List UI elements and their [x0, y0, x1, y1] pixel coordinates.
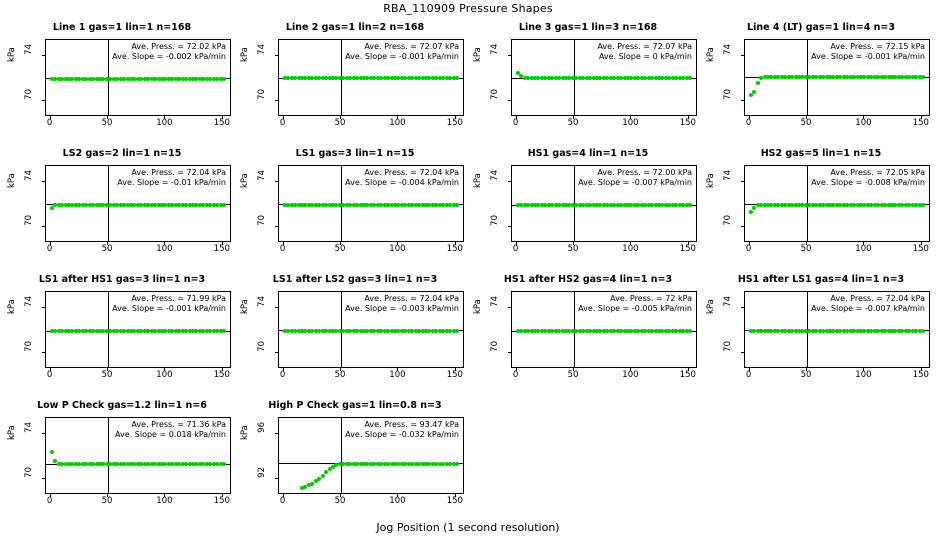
- panel-title: Line 4 (LT) gas=1 lin=4 n=3: [747, 22, 895, 33]
- panel-title: High P Check gas=1 lin=0.8 n=3: [268, 400, 442, 411]
- panel-title: Low P Check gas=1.2 lin=1 n=6: [37, 400, 207, 411]
- annotation-average-slope: Ave. Slope = 0.018 kPa/min: [115, 430, 226, 439]
- annotation-average-pressure: Ave. Press. = 72.00 kPa: [597, 168, 692, 177]
- plot-area: [511, 291, 697, 368]
- y-tick-mark: [275, 433, 278, 434]
- annotation-average-slope: Ave. Slope = -0.01 kPa/min: [117, 178, 226, 187]
- panel-title: LS2 gas=2 lin=1 n=15: [62, 148, 182, 159]
- plot-area: [278, 417, 464, 494]
- data-point: [222, 329, 226, 333]
- y-tick-label: 74: [24, 295, 34, 307]
- x-tick-label: 0: [279, 496, 286, 506]
- y-tick-mark: [42, 55, 45, 56]
- x-tick-label: 50: [334, 370, 346, 380]
- x-tick-label: 100: [622, 118, 639, 128]
- plot-area: [744, 39, 930, 116]
- panel-title: HS1 after HS2 gas=4 lin=1 n=3: [503, 274, 673, 285]
- x-tick-label: 150: [679, 118, 696, 128]
- x-tick-label: 50: [800, 244, 812, 254]
- y-tick-mark: [42, 307, 45, 308]
- y-tick-mark: [275, 226, 278, 227]
- plot-area: [744, 165, 930, 242]
- y-tick-mark: [275, 181, 278, 182]
- x-tick-label: 100: [156, 244, 173, 254]
- subplot-panel: [704, 274, 936, 396]
- data-point: [752, 90, 756, 94]
- panel-ylabel: kPa: [706, 47, 716, 62]
- data-point: [222, 77, 226, 81]
- panel-title: HS1 gas=4 lin=1 n=15: [527, 148, 649, 159]
- panel-ylabel: kPa: [7, 299, 17, 314]
- plot-area: [45, 165, 231, 242]
- x-tick-label: 150: [213, 370, 230, 380]
- y-tick-mark: [508, 181, 511, 182]
- panel-ylabel: kPa: [473, 173, 483, 188]
- y-tick-mark: [42, 433, 45, 434]
- x-tick-label: 0: [46, 370, 53, 380]
- y-tick-label: 70: [723, 89, 733, 100]
- data-point: [324, 470, 328, 474]
- y-tick-label: 74: [24, 43, 34, 55]
- x-tick-label: 50: [101, 118, 113, 128]
- y-tick-mark: [42, 352, 45, 353]
- plot-area: [45, 417, 231, 494]
- x-tick-label: 100: [156, 496, 173, 506]
- annotation-average-slope: Ave. Slope = -0.007 kPa/min: [811, 304, 925, 313]
- y-tick-label: 70: [257, 341, 267, 352]
- plot-area: [511, 165, 697, 242]
- annotation-average-pressure: Ave. Press. = 93.47 kPa: [364, 420, 459, 429]
- annotation-average-pressure: Ave. Press. = 72.07 kPa: [597, 42, 692, 51]
- data-point: [455, 329, 459, 333]
- y-tick-label: 74: [24, 169, 34, 181]
- annotation-average-slope: Ave. Slope = 0 kPa/min: [598, 52, 692, 61]
- x-tick-label: 100: [855, 370, 872, 380]
- y-tick-label: 70: [24, 467, 34, 478]
- x-tick-label: 150: [213, 244, 230, 254]
- data-point: [688, 76, 692, 80]
- y-tick-label: 74: [490, 169, 500, 181]
- x-tick-label: 50: [334, 118, 346, 128]
- x-tick-label: 150: [446, 496, 463, 506]
- data-point: [749, 93, 753, 97]
- x-tick-label: 0: [46, 118, 53, 128]
- data-point: [455, 462, 459, 466]
- annotation-average-slope: Ave. Slope = -0.003 kPa/min: [345, 304, 459, 313]
- subplot-panel: [704, 22, 936, 144]
- y-tick-label: 70: [24, 89, 34, 100]
- annotation-average-pressure: Ave. Press. = 72 kPa: [610, 294, 692, 303]
- x-tick-label: 150: [213, 118, 230, 128]
- panel-ylabel: kPa: [473, 299, 483, 314]
- y-tick-label: 74: [257, 43, 267, 55]
- x-tick-label: 0: [512, 244, 519, 254]
- y-tick-mark: [741, 55, 744, 56]
- data-point: [688, 329, 692, 333]
- subplot-panel: [5, 400, 239, 522]
- annotation-average-pressure: Ave. Press. = 72.02 kPa: [131, 42, 226, 51]
- panel-ylabel: kPa: [240, 47, 250, 62]
- y-tick-label: 74: [490, 43, 500, 55]
- subplot-panel: [238, 22, 472, 144]
- x-tick-label: 150: [446, 118, 463, 128]
- panel-ylabel: kPa: [240, 173, 250, 188]
- x-tick-label: 0: [279, 118, 286, 128]
- y-tick-mark: [275, 307, 278, 308]
- panel-title: Line 3 gas=1 lin=3 n=168: [518, 22, 658, 33]
- y-tick-mark: [508, 307, 511, 308]
- x-tick-label: 50: [101, 370, 113, 380]
- x-tick-label: 0: [512, 118, 519, 128]
- x-tick-label: 0: [279, 244, 286, 254]
- subplot-panel: [5, 22, 239, 144]
- plot-area: [278, 39, 464, 116]
- y-tick-mark: [42, 478, 45, 479]
- y-tick-label: 74: [723, 295, 733, 307]
- annotation-average-pressure: Ave. Press. = 72.04 kPa: [364, 294, 459, 303]
- annotation-average-slope: Ave. Slope = -0.001 kPa/min: [112, 304, 226, 313]
- x-tick-label: 50: [800, 118, 812, 128]
- data-point: [756, 81, 760, 85]
- annotation-average-pressure: Ave. Press. = 72.04 kPa: [364, 168, 459, 177]
- data-point: [921, 203, 925, 207]
- annotation-average-pressure: Ave. Press. = 72.04 kPa: [131, 168, 226, 177]
- y-tick-mark: [42, 226, 45, 227]
- figure-xlabel: Jog Position (1 second resolution): [376, 521, 560, 534]
- panel-title: HS2 gas=5 lin=1 n=15: [760, 148, 882, 159]
- x-tick-label: 100: [389, 496, 406, 506]
- y-tick-label: 74: [24, 421, 34, 433]
- annotation-average-slope: Ave. Slope = -0.002 kPa/min: [112, 52, 226, 61]
- plot-area: [278, 165, 464, 242]
- annotation-average-slope: Ave. Slope = -0.032 kPa/min: [345, 430, 459, 439]
- panel-title: LS1 after LS2 gas=3 lin=1 n=3: [272, 274, 438, 285]
- y-tick-label: 74: [257, 295, 267, 307]
- x-tick-label: 50: [101, 244, 113, 254]
- subplot-panel: [471, 274, 705, 396]
- y-tick-mark: [508, 352, 511, 353]
- y-tick-mark: [508, 100, 511, 101]
- data-point: [688, 203, 692, 207]
- annotation-average-slope: Ave. Slope = -0.005 kPa/min: [578, 304, 692, 313]
- plot-area: [45, 39, 231, 116]
- y-tick-mark: [741, 352, 744, 353]
- subplot-panel: [471, 148, 705, 270]
- plot-area: [511, 39, 697, 116]
- annotation-average-pressure: Ave. Press. = 71.36 kPa: [131, 420, 226, 429]
- panel-title: LS1 gas=3 lin=1 n=15: [295, 148, 415, 159]
- y-tick-mark: [741, 100, 744, 101]
- x-tick-label: 0: [745, 244, 752, 254]
- x-tick-label: 150: [446, 244, 463, 254]
- panel-ylabel: kPa: [7, 425, 17, 440]
- data-point: [749, 210, 753, 214]
- x-tick-label: 150: [912, 244, 929, 254]
- data-point: [50, 450, 54, 454]
- x-tick-label: 100: [156, 118, 173, 128]
- x-tick-label: 0: [512, 370, 519, 380]
- x-tick-label: 100: [622, 370, 639, 380]
- x-tick-label: 150: [679, 244, 696, 254]
- subplot-panel: [238, 148, 472, 270]
- data-point: [921, 75, 925, 79]
- annotation-average-slope: Ave. Slope = -0.001 kPa/min: [345, 52, 459, 61]
- panel-ylabel: kPa: [240, 299, 250, 314]
- x-tick-label: 0: [46, 496, 53, 506]
- panel-ylabel: kPa: [473, 47, 483, 62]
- y-tick-label: 96: [257, 421, 267, 433]
- y-tick-label: 70: [24, 215, 34, 226]
- panel-ylabel: kPa: [7, 173, 17, 188]
- y-tick-mark: [275, 55, 278, 56]
- x-tick-label: 150: [213, 496, 230, 506]
- y-tick-mark: [741, 226, 744, 227]
- subplot-panel: [704, 148, 936, 270]
- x-tick-label: 100: [389, 370, 406, 380]
- annotation-average-slope: Ave. Slope = -0.007 kPa/min: [578, 178, 692, 187]
- x-tick-label: 150: [912, 370, 929, 380]
- data-point: [455, 76, 459, 80]
- y-tick-mark: [741, 307, 744, 308]
- subplot-panel: [471, 22, 705, 144]
- x-tick-label: 100: [855, 244, 872, 254]
- annotation-average-slope: Ave. Slope = -0.001 kPa/min: [811, 52, 925, 61]
- panel-title: Line 1 gas=1 lin=1 n=168: [52, 22, 192, 33]
- x-tick-label: 150: [679, 370, 696, 380]
- x-tick-label: 150: [912, 118, 929, 128]
- x-tick-label: 50: [567, 370, 579, 380]
- panel-ylabel: kPa: [7, 47, 17, 62]
- data-point: [321, 474, 325, 478]
- panel-ylabel: kPa: [706, 299, 716, 314]
- y-tick-mark: [508, 226, 511, 227]
- y-tick-label: 70: [490, 341, 500, 352]
- data-point: [222, 462, 226, 466]
- y-tick-label: 74: [257, 169, 267, 181]
- y-tick-label: 70: [24, 341, 34, 352]
- annotation-average-slope: Ave. Slope = -0.008 kPa/min: [811, 178, 925, 187]
- annotation-average-pressure: Ave. Press. = 72.04 kPa: [830, 294, 925, 303]
- y-tick-mark: [508, 55, 511, 56]
- x-tick-label: 50: [567, 118, 579, 128]
- y-tick-label: 74: [490, 295, 500, 307]
- y-tick-mark: [42, 181, 45, 182]
- x-tick-label: 100: [622, 244, 639, 254]
- data-point: [317, 477, 321, 481]
- annotation-average-pressure: Ave. Press. = 72.07 kPa: [364, 42, 459, 51]
- x-tick-label: 150: [446, 370, 463, 380]
- panel-title: Line 2 gas=1 lin=2 n=168: [285, 22, 425, 33]
- x-tick-label: 0: [279, 370, 286, 380]
- panel-ylabel: kPa: [240, 425, 250, 440]
- y-tick-label: 74: [723, 43, 733, 55]
- y-tick-mark: [275, 352, 278, 353]
- panel-title: LS1 after HS1 gas=3 lin=1 n=3: [38, 274, 206, 285]
- subplot-panel: [238, 400, 472, 522]
- y-tick-label: 70: [723, 215, 733, 226]
- y-tick-label: 70: [257, 89, 267, 100]
- reference-vertical-line: [341, 418, 342, 493]
- subplot-panel: [5, 274, 239, 396]
- annotation-average-pressure: Ave. Press. = 71.99 kPa: [131, 294, 226, 303]
- y-tick-mark: [275, 478, 278, 479]
- y-tick-label: 70: [490, 215, 500, 226]
- x-tick-label: 100: [389, 244, 406, 254]
- panel-ylabel: kPa: [706, 173, 716, 188]
- y-tick-label: 70: [257, 215, 267, 226]
- x-tick-label: 50: [800, 370, 812, 380]
- data-point: [455, 203, 459, 207]
- x-tick-label: 0: [745, 370, 752, 380]
- y-tick-label: 70: [490, 89, 500, 100]
- figure-title: RBA_110909 Pressure Shapes: [383, 2, 553, 15]
- data-point: [222, 203, 226, 207]
- y-tick-mark: [275, 100, 278, 101]
- annotation-average-pressure: Ave. Press. = 72.05 kPa: [830, 168, 925, 177]
- x-tick-label: 100: [855, 118, 872, 128]
- x-tick-label: 50: [567, 244, 579, 254]
- x-tick-label: 0: [46, 244, 53, 254]
- reference-vertical-line: [108, 418, 109, 493]
- x-tick-label: 100: [156, 370, 173, 380]
- plot-area: [744, 291, 930, 368]
- data-point: [921, 329, 925, 333]
- data-point: [752, 206, 756, 210]
- plot-area: [278, 291, 464, 368]
- x-tick-label: 100: [389, 118, 406, 128]
- y-tick-label: 74: [723, 169, 733, 181]
- x-tick-label: 0: [745, 118, 752, 128]
- annotation-average-slope: Ave. Slope = -0.004 kPa/min: [345, 178, 459, 187]
- y-tick-label: 92: [257, 467, 267, 478]
- plot-area: [45, 291, 231, 368]
- y-tick-mark: [741, 181, 744, 182]
- x-tick-label: 50: [334, 496, 346, 506]
- subplot-panel: [5, 148, 239, 270]
- x-tick-label: 50: [101, 496, 113, 506]
- subplot-panel: [238, 274, 472, 396]
- y-tick-mark: [42, 100, 45, 101]
- x-tick-label: 50: [334, 244, 346, 254]
- panel-title: HS1 after LS1 gas=4 lin=1 n=3: [737, 274, 905, 285]
- annotation-average-pressure: Ave. Press. = 72.15 kPa: [830, 42, 925, 51]
- y-tick-label: 70: [723, 341, 733, 352]
